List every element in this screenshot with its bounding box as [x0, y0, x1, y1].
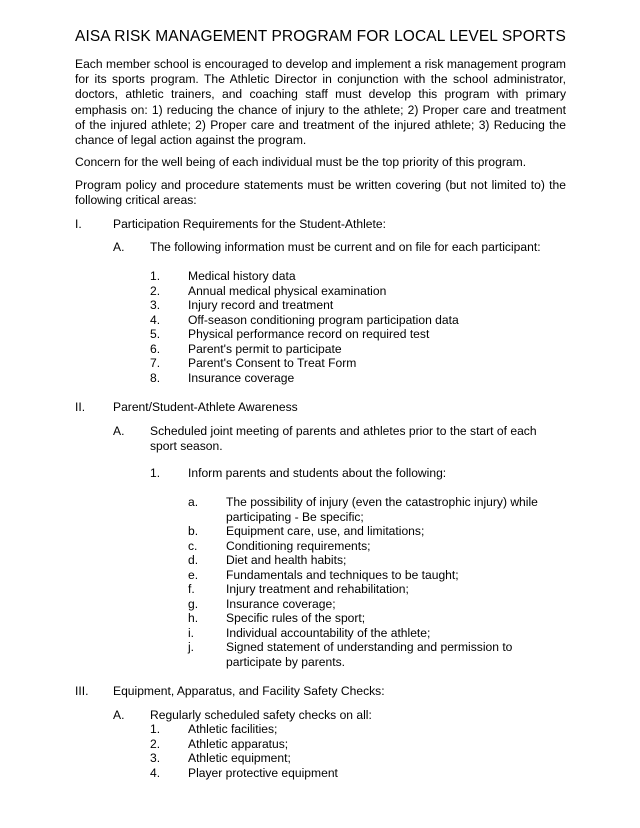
point-letter: g. — [188, 597, 199, 611]
list-item-number: 3. — [150, 298, 161, 312]
point-letter: b. — [188, 524, 199, 538]
list-item: Physical performance record on required test — [188, 327, 430, 341]
list-item-number: 2. — [150, 737, 161, 751]
point-text: The possibility of injury (even the catastrophic injury) while participating - Be specific; — [226, 495, 538, 524]
subsection-letter: A. — [113, 240, 125, 254]
subsection-letter: A. — [113, 424, 125, 438]
point-text: Insurance coverage; — [226, 597, 336, 611]
list-item: Annual medical physical examination — [188, 284, 387, 298]
list-item: Player protective equipment — [188, 766, 338, 780]
list-item-number: 5. — [150, 327, 161, 341]
point-text: Individual accountability of the athlete; — [226, 626, 431, 640]
subsection-text: Regularly scheduled safety checks on all: — [150, 708, 372, 722]
list-item-number: 1. — [150, 722, 161, 736]
list-item-number: 2. — [150, 284, 161, 298]
list-item: Injury record and treatment — [188, 298, 334, 312]
section-number: II. — [75, 400, 86, 414]
subsection-text: The following information must be current and on file for each participant: — [150, 240, 541, 254]
list-item: Insurance coverage — [188, 371, 295, 385]
section-heading: Parent/Student-Athlete Awareness — [113, 400, 298, 414]
point-letter: d. — [188, 553, 199, 567]
list-item-number: 1. — [150, 269, 161, 283]
point-text: Fundamentals and techniques to be taught; — [226, 568, 459, 582]
list-item-number: 6. — [150, 342, 161, 356]
section-number: I. — [75, 217, 82, 231]
point-letter: f. — [188, 582, 195, 596]
list-item: Athletic apparatus; — [188, 737, 289, 751]
subsection-letter: A. — [113, 708, 125, 722]
point-text: Injury treatment and rehabilitation; — [226, 582, 409, 596]
list-item-number: 8. — [150, 371, 161, 385]
list-item-number: 3. — [150, 751, 161, 765]
list-item: Inform parents and students about the following: — [188, 466, 447, 480]
policy-paragraph: Program policy and procedure statements must be written covering (but not limited to) the following critical areas: — [75, 178, 566, 208]
list-item: Athletic equipment; — [188, 751, 291, 765]
concern-paragraph: Concern for the well being of each individual must be the top priority of this program. — [75, 155, 527, 169]
point-text: Diet and health habits; — [226, 553, 347, 567]
list-item: Off-season conditioning program participation data — [188, 313, 459, 327]
list-item: Parent's Consent to Treat Form — [188, 356, 357, 370]
point-letter: j. — [188, 640, 195, 654]
point-text: Signed statement of understanding and permission to participate by parents. — [226, 640, 513, 669]
point-letter: h. — [188, 611, 199, 625]
list-item-number: 1. — [150, 466, 161, 480]
list-item: Parent's permit to participate — [188, 342, 342, 356]
point-text: Conditioning requirements; — [226, 539, 371, 553]
section-heading: Equipment, Apparatus, and Facility Safety Checks: — [113, 684, 385, 698]
list-item-number: 4. — [150, 313, 161, 327]
point-letter: i. — [188, 626, 195, 640]
list-item: Athletic facilities; — [188, 722, 278, 736]
point-text: Specific rules of the sport; — [226, 611, 366, 625]
section-heading: Participation Requirements for the Student-Athlete: — [113, 217, 386, 231]
list-item-number: 7. — [150, 356, 161, 370]
document-title: AISA RISK MANAGEMENT PROGRAM FOR LOCAL LEVEL SPORTS — [75, 28, 566, 45]
subsection-text: Scheduled joint meeting of parents and athletes prior to the start of each sport season. — [150, 424, 537, 453]
point-letter: e. — [188, 568, 199, 582]
point-letter: a. — [188, 495, 199, 509]
section-number: III. — [75, 684, 89, 698]
list-item-number: 4. — [150, 766, 161, 780]
intro-paragraph: Each member school is encouraged to develop and implement a risk management program for its sports program. The Athletic Director in conjunction with the school administrator, doctors, athletic trainers, and coaching staff must develop this program with primary emphasis on: 1) reducing the chance of injury to the athlete; 2) Proper care and treatment of the injured athlete; 2) Proper care and treatment of the injured athlete; 3) Reducing the chance of legal action against the program. — [75, 57, 566, 148]
point-text: Equipment care, use, and limitations; — [226, 524, 425, 538]
point-letter: c. — [188, 539, 198, 553]
list-item: Medical history data — [188, 269, 296, 283]
